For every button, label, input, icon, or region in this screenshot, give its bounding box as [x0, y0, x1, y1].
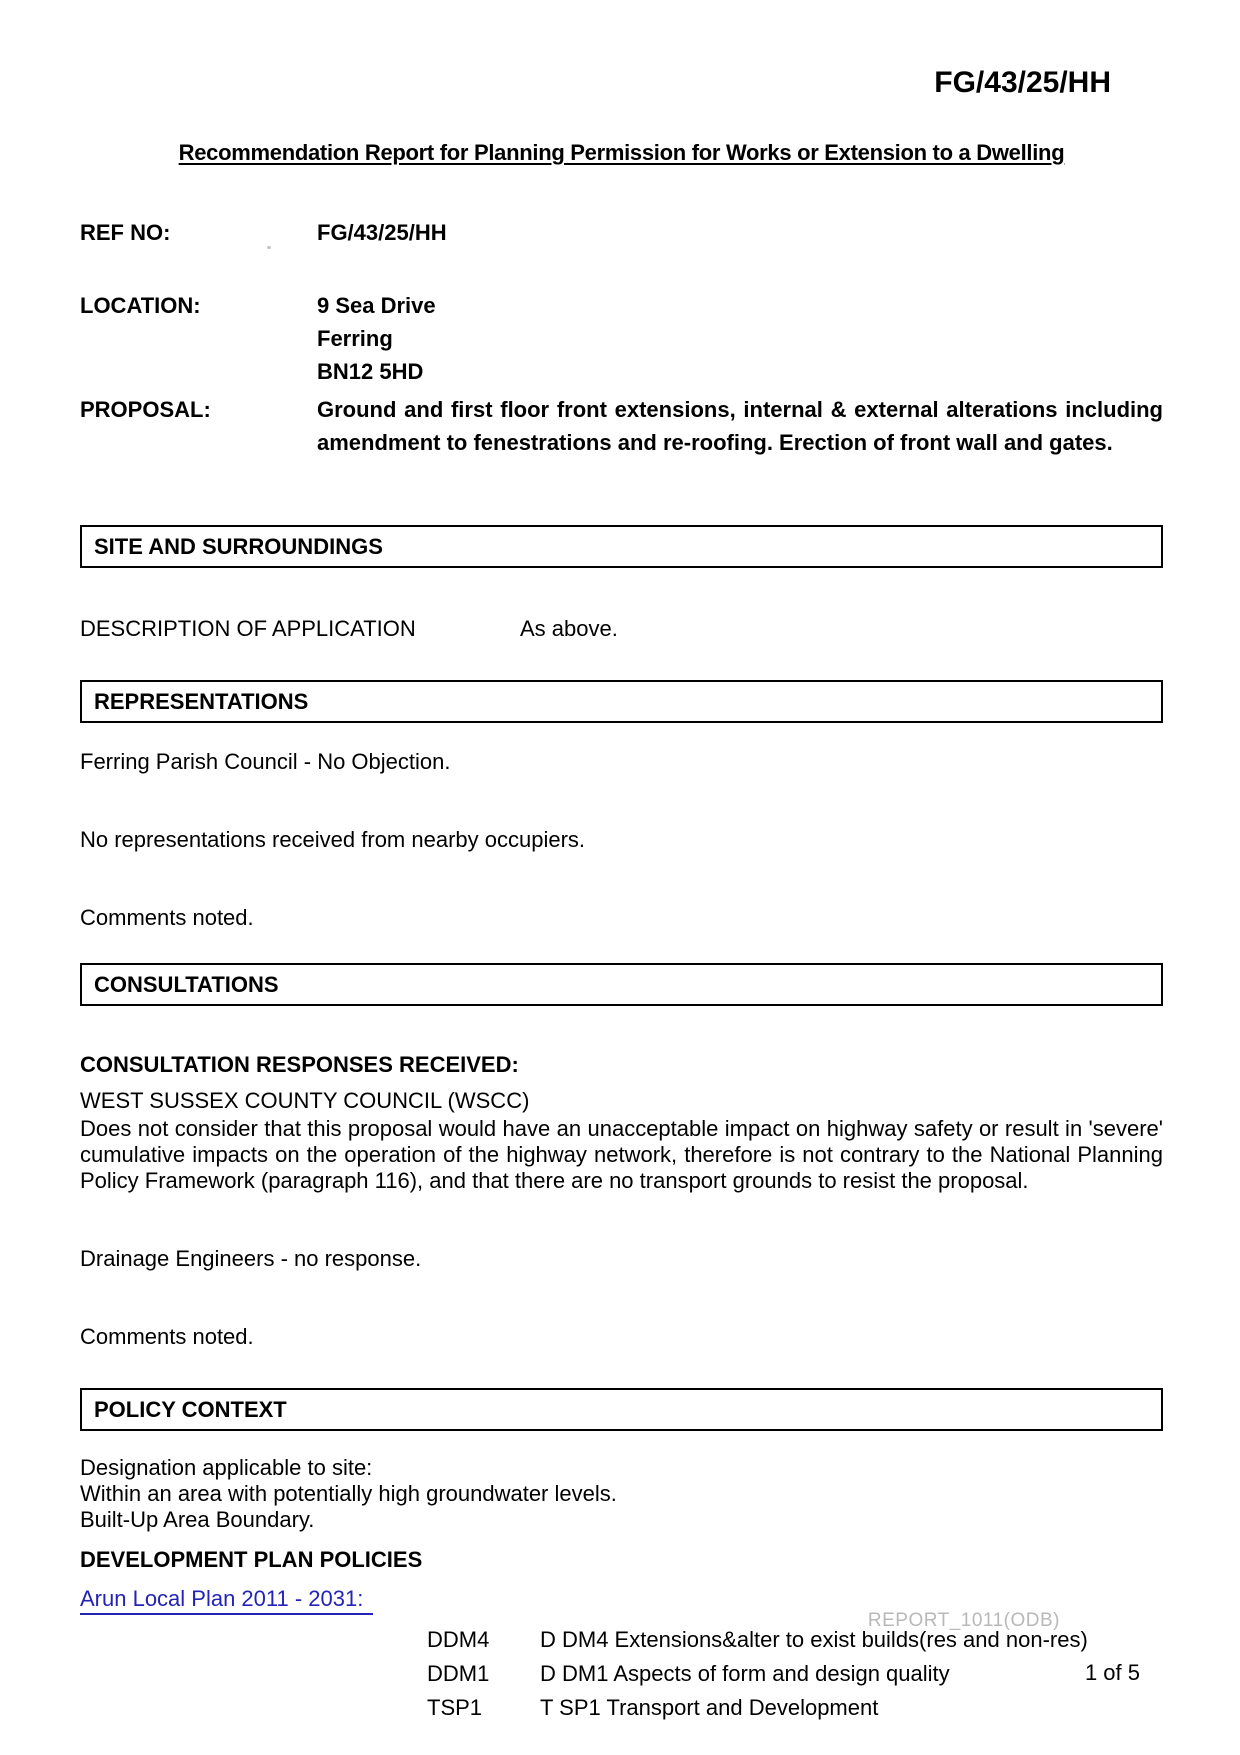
- section-heading-consultations: [80, 963, 1163, 1006]
- consultee-name: WEST SUSSEX COUNTY COUNCIL (WSCC): [80, 1088, 530, 1113]
- ref-no-value: FG/43/25/HH: [317, 220, 447, 245]
- consultation-paragraph: Drainage Engineers - no response.: [80, 1246, 422, 1271]
- description-of-application-row: [80, 616, 1163, 642]
- page-title-text: Recommendation Report for Planning Permission for Works or Extension to a Dwelling: [178, 140, 1065, 165]
- policy-code: TSP1: [427, 1695, 483, 1720]
- proposal-row: [80, 393, 1163, 459]
- policy-description: T SP1 Transport and Development: [540, 1695, 879, 1720]
- location-label: LOCATION:: [80, 293, 201, 318]
- consultee-response-text: Does not consider that this proposal would have an unacceptable impact on highway safety or result in 'severe' cumulative impacts on the operation of the highway network, therefore is not contrary to the National Planning Policy Framework (paragraph 116), and that there are no transport grounds to resist the proposal.: [80, 1116, 1163, 1193]
- policy-indent: [80, 1661, 427, 1687]
- page-number: 1 of 5: [1084, 1660, 1140, 1685]
- designation-item: Built-Up Area Boundary.: [80, 1507, 315, 1532]
- policy-indent: [80, 1695, 427, 1721]
- policy-code: DDM1: [427, 1661, 490, 1686]
- development-plan-policies-heading: DEVELOPMENT PLAN POLICIES: [80, 1547, 423, 1572]
- ref-no-label: REF NO:: [80, 220, 171, 245]
- representation-paragraph: No representations received from nearby occupiers.: [80, 827, 586, 852]
- representation-paragraph: Ferring Parish Council - No Objection.: [80, 749, 451, 774]
- page-title: [80, 140, 1163, 166]
- description-label: DESCRIPTION OF APPLICATION: [80, 616, 416, 641]
- arun-local-plan-link[interactable]: Arun Local Plan 2011 - 2031:: [80, 1587, 373, 1615]
- consultation-responses-heading: CONSULTATION RESPONSES RECEIVED:: [80, 1052, 519, 1077]
- site-heading-text: SITE AND SURROUNDINGS: [94, 533, 383, 559]
- location-value: [317, 289, 1163, 388]
- policy-description: D DM1 Aspects of form and design quality: [540, 1661, 950, 1686]
- policy-indent: [80, 1627, 427, 1653]
- policy-row: [80, 1695, 1163, 1721]
- section-heading-site-and-surroundings: [80, 525, 1163, 568]
- description-value: As above.: [520, 616, 618, 641]
- policy-heading-text: POLICY CONTEXT: [94, 1396, 287, 1422]
- representation-paragraph: Comments noted.: [80, 905, 254, 930]
- page-content: [80, 0, 1163, 1721]
- section-heading-policy-context: [80, 1388, 1163, 1431]
- designation-intro: Designation applicable to site:: [80, 1455, 373, 1480]
- consultations-heading-text: CONSULTATIONS: [94, 971, 279, 997]
- location-line-2: Ferring: [317, 326, 393, 351]
- representations-heading-text: REPRESENTATIONS: [94, 688, 309, 714]
- designation-block: [80, 1455, 1163, 1533]
- location-line-1: 9 Sea Drive: [317, 293, 436, 318]
- location-line-3: BN12 5HD: [317, 359, 424, 384]
- proposal-value: Ground and first floor front extensions, internal & external alterations including amendment to fenestrations and re-roofing. Erection of front wall and gates.: [317, 397, 1163, 455]
- policy-code: DDM4: [427, 1627, 490, 1652]
- location-row: [80, 289, 1163, 388]
- policy-description: D DM4 Extensions&alter to exist builds(res and non-res): [540, 1627, 1088, 1652]
- ref-no-row: [80, 216, 1163, 249]
- designation-item: Within an area with potentially high groundwater levels.: [80, 1481, 617, 1506]
- consultation-paragraph: Comments noted.: [80, 1324, 254, 1349]
- report-code-watermark: REPORT_1011(ODB): [867, 1610, 1060, 1631]
- proposal-label: PROPOSAL:: [80, 397, 211, 422]
- policy-row: [80, 1661, 1163, 1687]
- section-heading-representations: [80, 680, 1163, 723]
- document-reference: FG/43/25/HH: [934, 66, 1111, 99]
